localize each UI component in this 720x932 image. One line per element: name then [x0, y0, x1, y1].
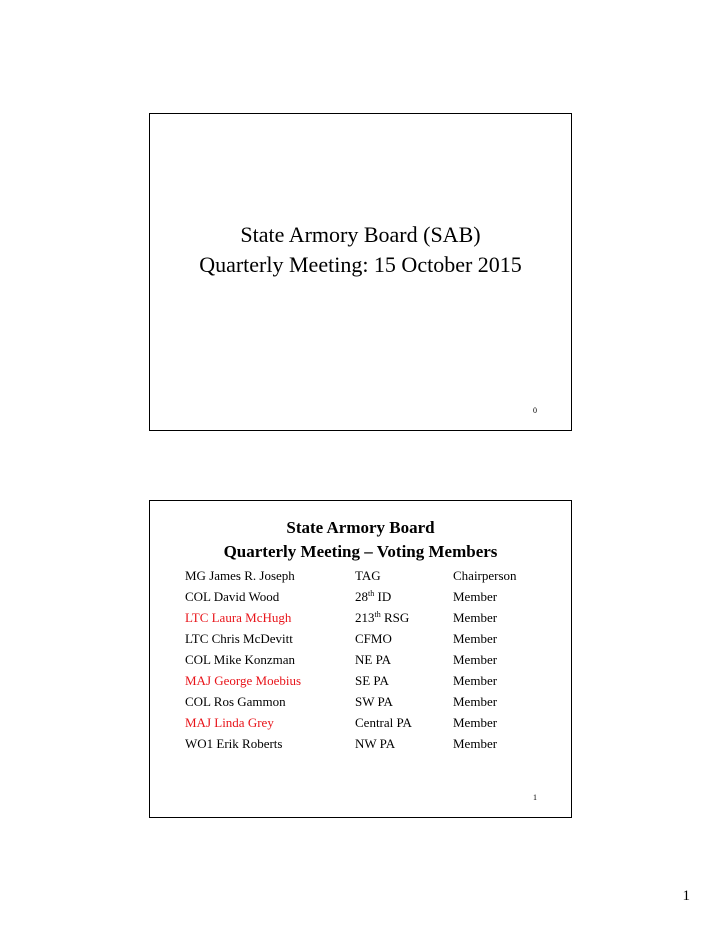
slide-heading	[150, 516, 571, 564]
member-unit-text: NE PA	[355, 652, 392, 667]
member-unit-text: NW PA	[355, 736, 396, 751]
member-unit	[355, 691, 393, 712]
member-unit-text: SW PA	[355, 694, 393, 709]
slide-title-text	[150, 220, 571, 280]
member-unit-text: TAG	[355, 568, 381, 583]
member-name: COL David Wood	[185, 589, 280, 604]
member-role: Member	[453, 652, 498, 667]
member-unit	[355, 607, 409, 628]
member-unit-text: SE PA	[355, 673, 389, 688]
member-role: Member	[453, 694, 498, 709]
title-line-1: State Armory Board (SAB)	[240, 222, 481, 247]
member-name: MAJ George Moebius	[185, 673, 302, 688]
slide-title	[149, 113, 572, 431]
member-unit-text: CFMO	[355, 631, 392, 646]
member-unit	[355, 733, 395, 754]
slide-number: 0	[533, 406, 537, 415]
member-unit	[355, 565, 381, 586]
member-role: Member	[453, 715, 498, 730]
member-unit-text: 28	[355, 589, 368, 604]
member-unit	[355, 712, 412, 733]
member-name: COL Ros Gammon	[185, 694, 286, 709]
member-unit-text: Central PA	[355, 715, 412, 730]
member-role: Member	[453, 589, 498, 604]
member-name: MG James R. Joseph	[185, 568, 295, 583]
member-role: Member	[453, 736, 498, 751]
member-unit	[355, 628, 392, 649]
heading-line-2: Quarterly Meeting – Voting Members	[223, 542, 498, 561]
member-role: Chairperson	[453, 568, 517, 583]
page-number: 1	[682, 888, 690, 904]
member-unit	[355, 586, 391, 607]
member-role: Member	[453, 610, 498, 625]
member-name: LTC Laura McHugh	[185, 610, 292, 625]
member-name: WO1 Erik Roberts	[185, 736, 283, 751]
member-name: MAJ Linda Grey	[185, 715, 274, 730]
member-name: LTC Chris McDevitt	[185, 631, 293, 646]
member-unit-suffix: ID	[374, 589, 392, 604]
slide-number: 1	[533, 793, 537, 802]
member-unit	[355, 670, 389, 691]
member-role: Member	[453, 673, 498, 688]
member-role: Member	[453, 631, 498, 646]
member-unit-text: 213	[355, 610, 375, 625]
member-unit-ordinal: th	[368, 589, 375, 598]
slide-voting-members	[149, 500, 572, 818]
member-unit-ordinal: th	[374, 610, 381, 619]
member-unit	[355, 649, 391, 670]
member-unit-suffix: RSG	[380, 610, 410, 625]
title-line-2: Quarterly Meeting: 15 October 2015	[199, 252, 522, 277]
heading-line-1: State Armory Board	[286, 518, 435, 537]
member-name: COL Mike Konzman	[185, 652, 295, 667]
